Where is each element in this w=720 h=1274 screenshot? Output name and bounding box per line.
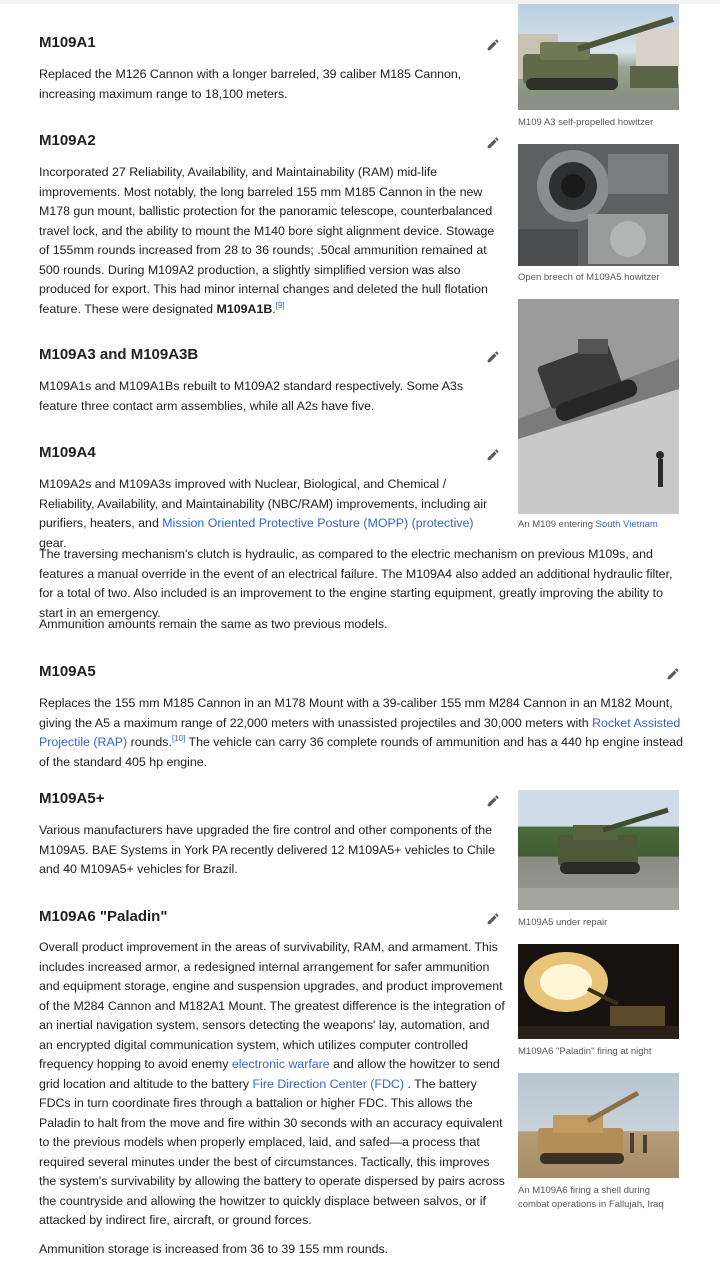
figure-caption: Open breech of M109A5 howitzer — [518, 272, 660, 283]
heading-m109a1: M109A1 — [39, 34, 96, 51]
south-vietnam-link[interactable]: South Vietnam — [595, 519, 658, 530]
paragraph-m109a3: M109A1s and M109A1Bs rebuilt to M109A2 standard respectively. Some A3s feature three contact arm assemblies, while all A2s have five. — [39, 379, 464, 413]
paragraph-text: rounds. — [130, 735, 172, 749]
paragraph-m109a5 — [39, 694, 687, 772]
paragraph-m109a4-ammo: Ammunition amounts remain the same as two previous models. — [39, 617, 388, 631]
heading-m109a6: M109A6 "Paladin" — [39, 908, 168, 925]
pencil-icon[interactable] — [485, 35, 503, 53]
heading-m109a2: M109A2 — [39, 132, 96, 149]
heading-m109a5plus: M109A5+ — [39, 790, 105, 807]
heading-m109a4: M109A4 — [39, 444, 96, 461]
pencil-icon[interactable] — [485, 133, 503, 151]
paragraph-text: M109A2s and M109A3s improved with Nuclear, Biological, and Chemical / Reliability, Availability, and Maintainability (NBC/RAM) improvements, including air purifiers, heaters, and — [39, 477, 488, 530]
period: . — [272, 301, 276, 316]
figure-caption: An M109A6 firing a shell during combat operations in Fallujah, Iraq — [518, 1185, 664, 1210]
paladin-night-photo[interactable] — [518, 944, 679, 1039]
m109a5-repair-photo[interactable] — [518, 790, 679, 910]
paragraph-m109a1: Replaced the M126 Cannon with a longer barreled, 39 caliber M185 Cannon, increasing maximum range to 18,100 meters. — [39, 67, 462, 101]
pencil-icon[interactable] — [485, 445, 503, 463]
paragraph-text: . The battery FDCs in turn coordinate fires through a battalion or higher FDC. This allows the Paladin to halt from the move and fire within 30 seconds with an accuracy equivalent to the previous models when properly emplaced, laid, and safed—a process that required several minutes under the best of circumstances. Tactically, this improves the system's survivability by allowing the battery to operate dispersed by pairs across the countryside and allowing the howitzer to quickly displace between salvos, or if attacked by indirect fire, aircraft, or ground forces. — [39, 1076, 505, 1227]
heading-m109a3: M109A3 and M109A3B — [39, 346, 199, 363]
figure-caption — [518, 518, 688, 532]
citation-link[interactable]: [9] — [275, 300, 285, 310]
caption-text: An M109 entering — [518, 519, 593, 530]
paladin-fallujah-photo[interactable] — [518, 1073, 679, 1178]
paragraph-m109a6-ammo: Ammunition storage is increased from 36 to 39 155 mm rounds. — [39, 1242, 389, 1256]
paragraph-m109a6 — [39, 938, 505, 1231]
paragraph-text: The vehicle can carry 36 complete rounds of ammunition and has a 440 hp engine instead of the standard 405 hp engine. — [39, 735, 684, 769]
heading-m109a5: M109A5 — [39, 663, 96, 680]
paragraph-m109a4-clutch: The traversing mechanism's clutch is hydraulic, as compared to the electric mechanism on previous M109s, and features a manual override in the event of an electrical failure. The M109A4 also added an additional hydraulic filter, for a total of two. Also included is an improvement to the engine starting equipment, greatly improving the ability to start in an emergency. — [39, 547, 673, 620]
paragraph-m109a4 — [39, 475, 494, 553]
mopp-link[interactable]: Mission Oriented Protective Posture (MOPP) (protective) — [162, 516, 474, 530]
bold-term: M109A1B — [216, 301, 273, 316]
pencil-icon[interactable] — [485, 791, 503, 809]
rap-link[interactable]: Rocket Assisted Projectile (RAP) — [39, 715, 681, 749]
figure-caption: M109A5 under repair — [518, 917, 608, 928]
citation-link[interactable]: [10] — [171, 733, 186, 743]
paragraph-m109a5plus: Various manufacturers have upgraded the fire control and other components of the M109A5. BAE Systems in York PA recently delivered 12 M109A5+ vehicles to Chile and 40 M109A5+ vehicles for Brazil. — [39, 823, 496, 876]
paragraph-text: Replaces the 155 mm M185 Cannon in an M178 Mount with a 39-caliber 155 mm M284 Cannon in an M182 Mount, giving the A5 a maximum range of 22,000 meters with unassisted projectiles and 30,000 meters with — [39, 696, 673, 730]
m109a5-breech-photo[interactable] — [518, 144, 679, 266]
m109-vietnam-photo[interactable] — [518, 299, 679, 514]
paragraph-text: gear. — [39, 535, 67, 550]
electronic-warfare-link[interactable]: electronic warfare — [231, 1057, 330, 1071]
pencil-icon[interactable] — [485, 909, 503, 927]
paragraph-text: Overall product improvement in the areas of survivability, RAM, and armament. This includes increased armor, a redesigned internal arrangement for safer ammunition and equipment storage, engine and suspension upgrades, and product improvement of the M284 Cannon and M182A1 Mount. The greatest difference is the integration of an inertial navigation system, sensors detecting the weapons' lay, automation, and an encrypted digital communication system, which utilizes computer controlled frequency hopping to avoid enemy — [39, 940, 505, 1071]
fdc-link[interactable]: Fire Direction Center (FDC) — [252, 1076, 405, 1091]
figure-caption: M109 A3 self-propelled howitzer — [518, 117, 654, 128]
paragraph-m109a2 — [39, 163, 501, 319]
figure-caption: M109A6 "Paladin" firing at night — [518, 1046, 652, 1057]
paragraph-text: and allow the howitzer to send grid location and altitude to the battery — [39, 1057, 500, 1091]
pencil-icon[interactable] — [485, 347, 503, 365]
m109a3-photo[interactable] — [518, 4, 679, 110]
paragraph-text: Incorporated 27 Reliability, Availability, and Maintainability (RAM) mid-life improvements. Most notably, the long barreled 155 mm M185 Cannon in the new M178 gun mount, ballistic protection for the panoramic telescope, counterbalanced travel lock, and the ability to mount the M140 bore sight alignment device. Stowage of 155mm rounds increased from 28 to 36 rounds; .50cal ammunition remained at 500 rounds. During M109A2 production, a slightly simplified version was also produced for export. This had minor internal changes and deleted the hull flotation feature. These were designated — [39, 165, 495, 316]
pencil-icon[interactable] — [665, 664, 683, 682]
